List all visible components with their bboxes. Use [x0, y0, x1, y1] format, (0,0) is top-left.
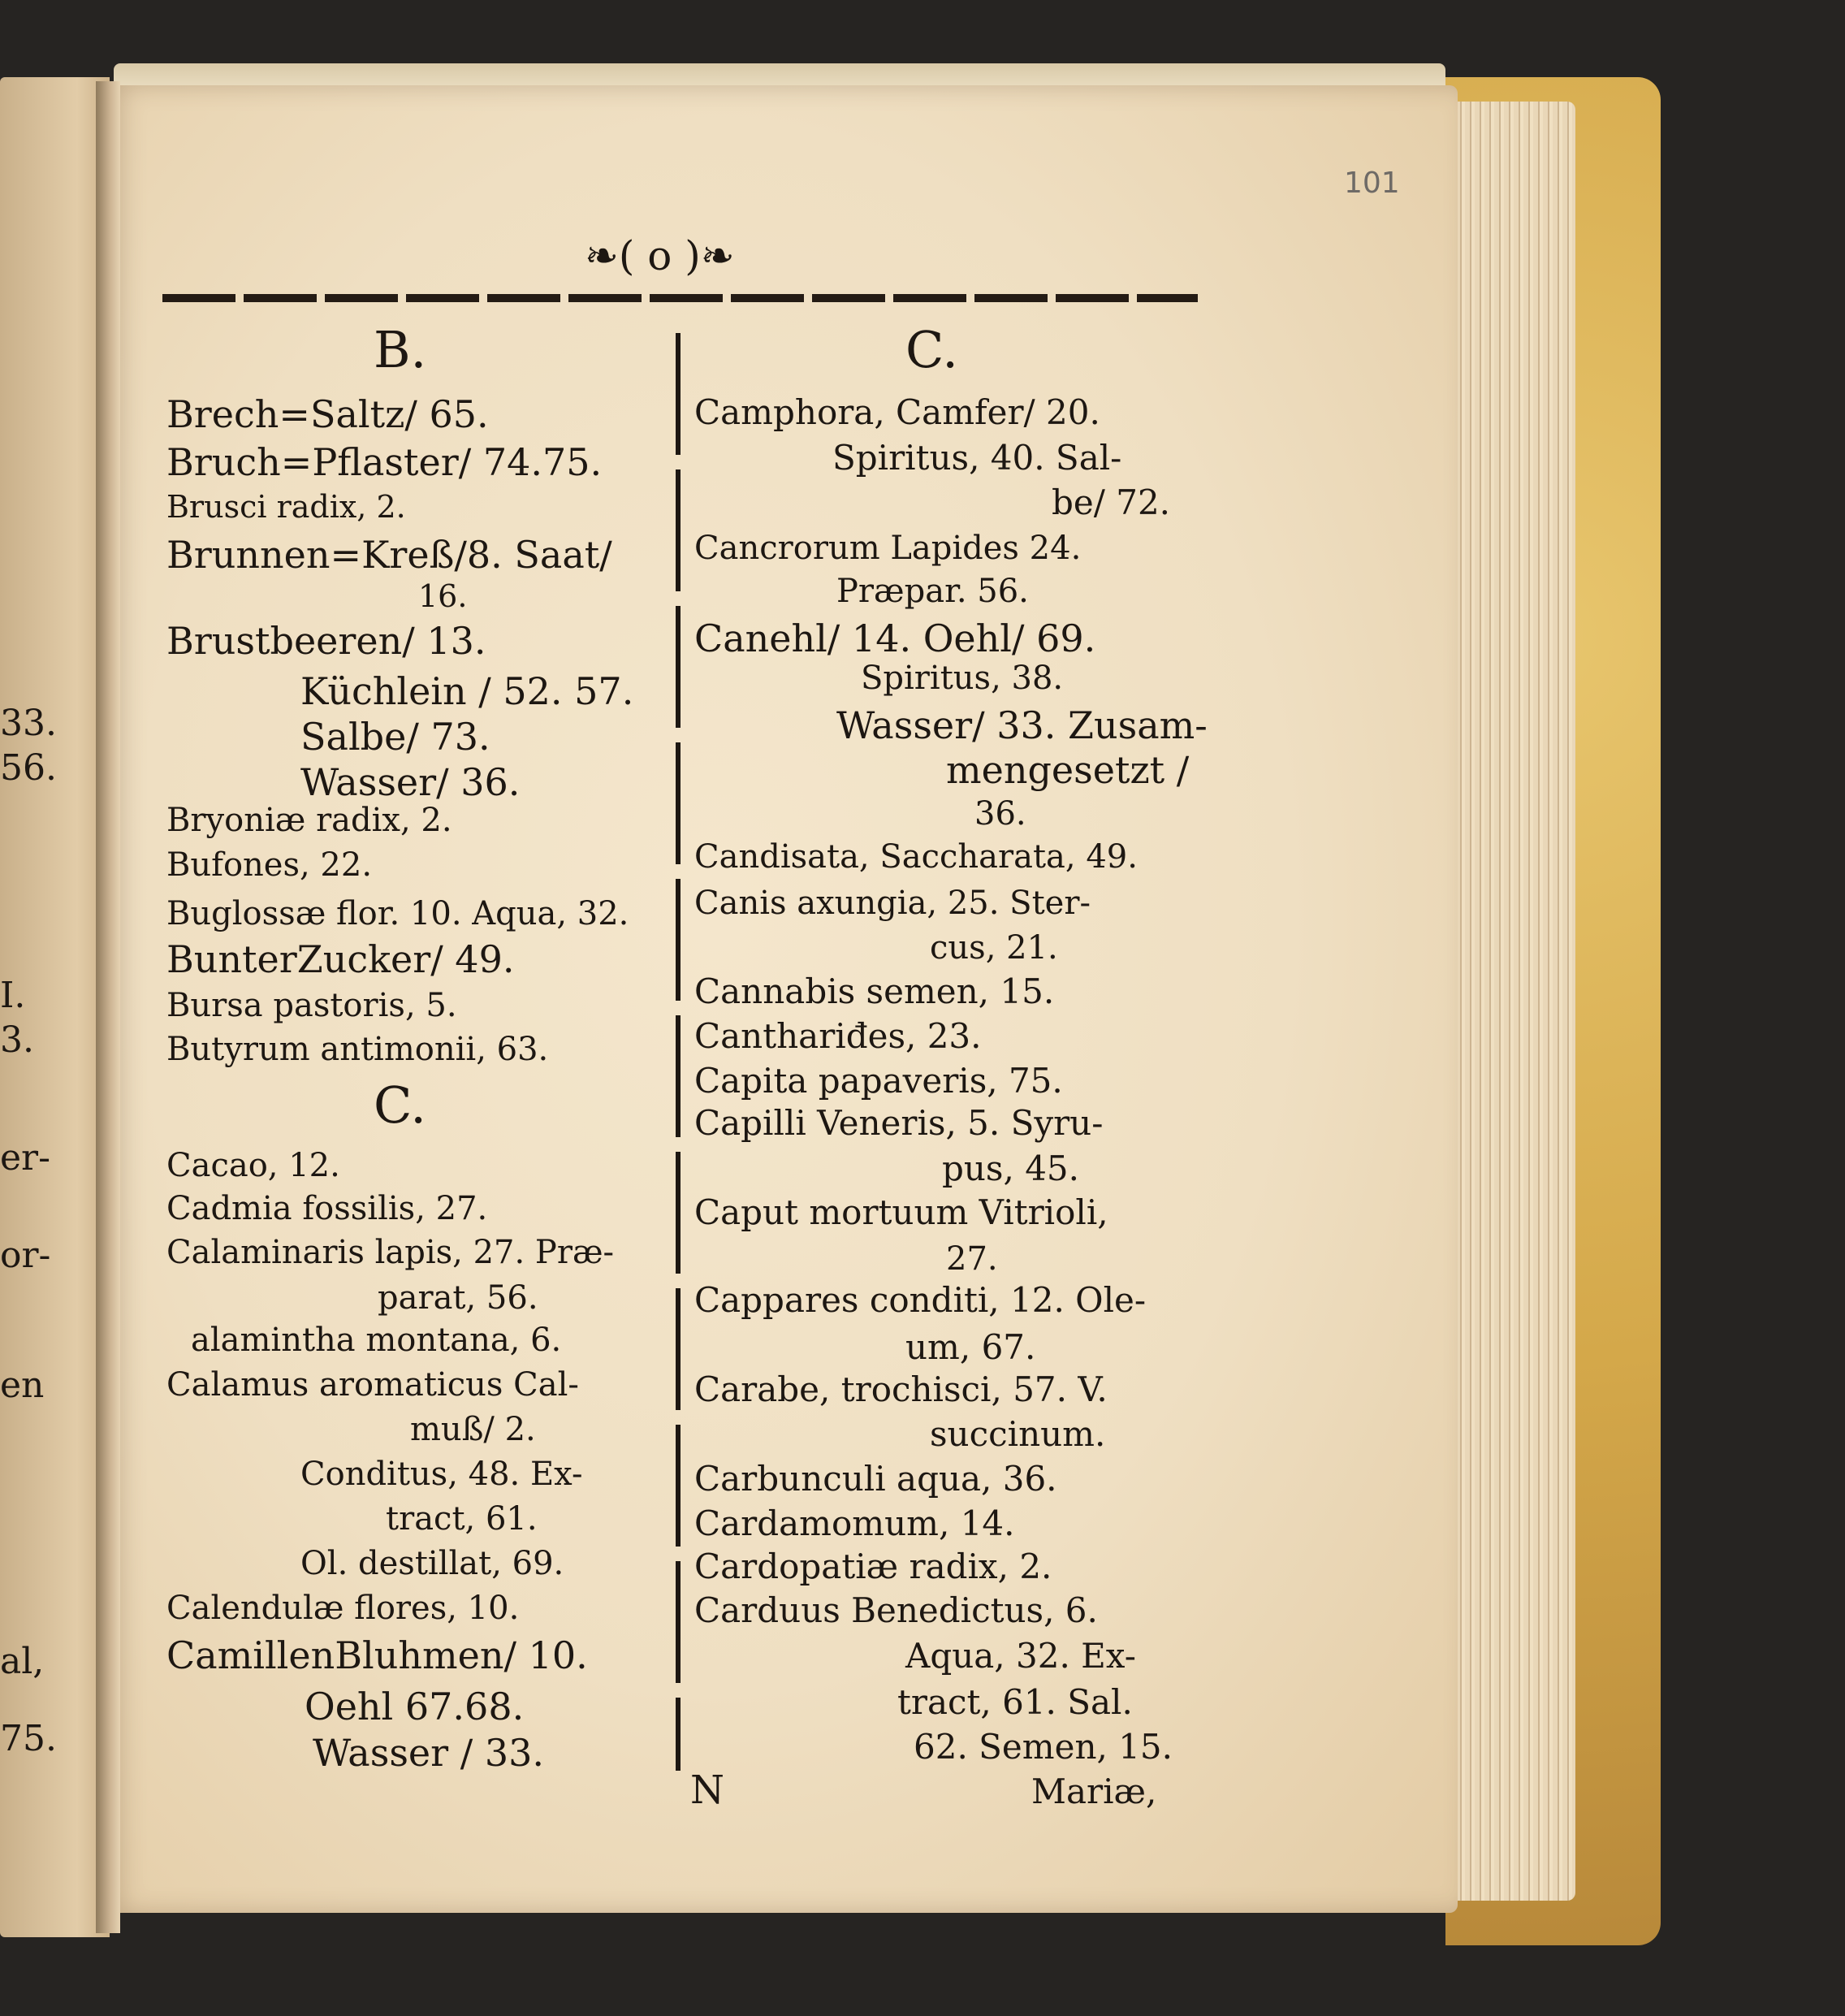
prev-fragment: 56.: [0, 747, 57, 789]
index-entry: Ol. destillat, 69.: [300, 1545, 564, 1582]
index-entry: Brustbeeren/ 13.: [166, 619, 486, 663]
index-entry: Carbunculi aqua, 36.: [694, 1459, 1057, 1499]
index-entry: BunterZucker/ 49.: [166, 937, 515, 981]
index-entry: alamintha montana, 6.: [191, 1322, 562, 1359]
index-entry: Küchlein / 52. 57.: [300, 669, 634, 713]
index-entry: mengesetzt /: [946, 748, 1190, 792]
index-entry: pus, 45.: [942, 1149, 1079, 1188]
index-entry: Spiritus, 40. Sal-: [832, 438, 1122, 478]
index-entry: Spiritus, 38.: [861, 660, 1064, 697]
index-entry: be/ 72.: [1052, 482, 1171, 522]
index-entry: Cancrorum Lapides 24.: [694, 530, 1082, 567]
index-entry: tract, 61.: [386, 1500, 538, 1538]
index-entry: Bruch=Pflaster/ 74.75.: [166, 440, 603, 484]
prev-fragment: 33.: [0, 703, 57, 744]
index-entry: Wasser/ 36.: [300, 760, 521, 804]
page-number: 101: [1344, 167, 1400, 200]
column-rule: [676, 333, 681, 1771]
index-entry: Buglossæ flor. 10. Aqua, 32.: [166, 895, 629, 932]
index-entry: CamillenBluhmen/ 10.: [166, 1633, 588, 1677]
index-entry: Wasser/ 33. Zusam-: [836, 703, 1208, 747]
index-entry: Wasser / 33.: [313, 1731, 545, 1775]
index-entry: succinum.: [930, 1414, 1106, 1454]
header-rule: [162, 294, 1198, 302]
index-entry: Capita papaveris, 75.: [694, 1061, 1063, 1101]
index-entry: Bryoniæ radix, 2.: [166, 802, 452, 839]
prev-fragment: 75.: [0, 1718, 57, 1759]
index-entry: Brunnen=Kreß/8. Saat/: [166, 533, 612, 577]
index-entry: Cannabis semen, 15.: [694, 971, 1055, 1011]
prev-fragment: 3.: [0, 1019, 34, 1061]
index-entry: Canehl/ 14. Oehl/ 69.: [694, 616, 1096, 660]
prev-fragment: or-: [0, 1235, 51, 1276]
index-entry: Calamus aromaticus Cal-: [166, 1366, 579, 1404]
index-entry: Cardamomum, 14.: [694, 1503, 1015, 1543]
prev-fragment: er-: [0, 1137, 50, 1179]
index-entry: Bursa pastoris, 5.: [166, 987, 457, 1024]
index-entry: parat, 56.: [378, 1279, 538, 1317]
running-head: ❧( o )❧: [585, 232, 735, 279]
index-entry: Candisata, Saccharata, 49.: [694, 838, 1138, 876]
index-entry: Brech=Saltz/ 65.: [166, 392, 489, 436]
index-entry: muß/ 2.: [410, 1411, 536, 1448]
index-entry: Caput mortuum Vitrioli,: [694, 1192, 1108, 1232]
prev-fragment: I.: [0, 975, 26, 1016]
index-entry: Canis axungia, 25. Ster-: [694, 885, 1091, 922]
index-entry: Calendulæ flores, 10.: [166, 1590, 520, 1627]
index-entry: 36.: [974, 795, 1026, 833]
index-entry: Carduus Benedictus, 6.: [694, 1590, 1098, 1630]
catchword: Mariæ,: [1031, 1772, 1157, 1811]
section-letter-b: B.: [374, 320, 427, 379]
index-entry: Cacao, 12.: [166, 1147, 340, 1184]
index-entry: Butyrum antimonii, 63.: [166, 1031, 549, 1068]
index-entry: Salbe/ 73.: [300, 715, 490, 759]
index-entry: Cappares conditi, 12. Ole-: [694, 1280, 1147, 1320]
index-entry: Calaminaris lapis, 27. Præ-: [166, 1234, 615, 1271]
index-entry: Brusci radix, 2.: [166, 489, 406, 525]
index-entry: Aqua, 32. Ex-: [905, 1636, 1136, 1676]
index-entry: Oehl 67.68.: [305, 1685, 525, 1728]
index-entry: Canthariđes, 23.: [694, 1016, 982, 1056]
index-entry: 27.: [946, 1240, 998, 1278]
gutter-shadow: [96, 81, 120, 1933]
index-entry: 16.: [418, 578, 468, 614]
section-letter-c-right: C.: [905, 320, 958, 379]
index-entry: Camphora, Camfer/ 20.: [694, 392, 1100, 432]
prev-fragment: en: [0, 1365, 45, 1406]
index-entry: 62. Semen, 15.: [914, 1727, 1173, 1767]
section-letter-c: C.: [374, 1075, 426, 1135]
signature-mark: N: [690, 1767, 724, 1813]
index-entry: Cardopatiæ radix, 2.: [694, 1547, 1052, 1586]
index-entry: Carabe, trochisci, 57. V.: [694, 1369, 1108, 1409]
prev-fragment: al,: [0, 1641, 45, 1682]
index-entry: tract, 61. Sal.: [897, 1682, 1133, 1722]
index-entry: Cadmia fossilis, 27.: [166, 1190, 488, 1227]
index-entry: Conditus, 48. Ex-: [300, 1456, 583, 1493]
index-entry: Præpar. 56.: [836, 573, 1029, 610]
index-entry: um, 67.: [905, 1327, 1036, 1367]
index-entry: cus, 21.: [930, 929, 1058, 967]
index-entry: Capilli Veneris, 5. Syru-: [694, 1103, 1104, 1143]
index-entry: Bufones, 22.: [166, 846, 373, 884]
